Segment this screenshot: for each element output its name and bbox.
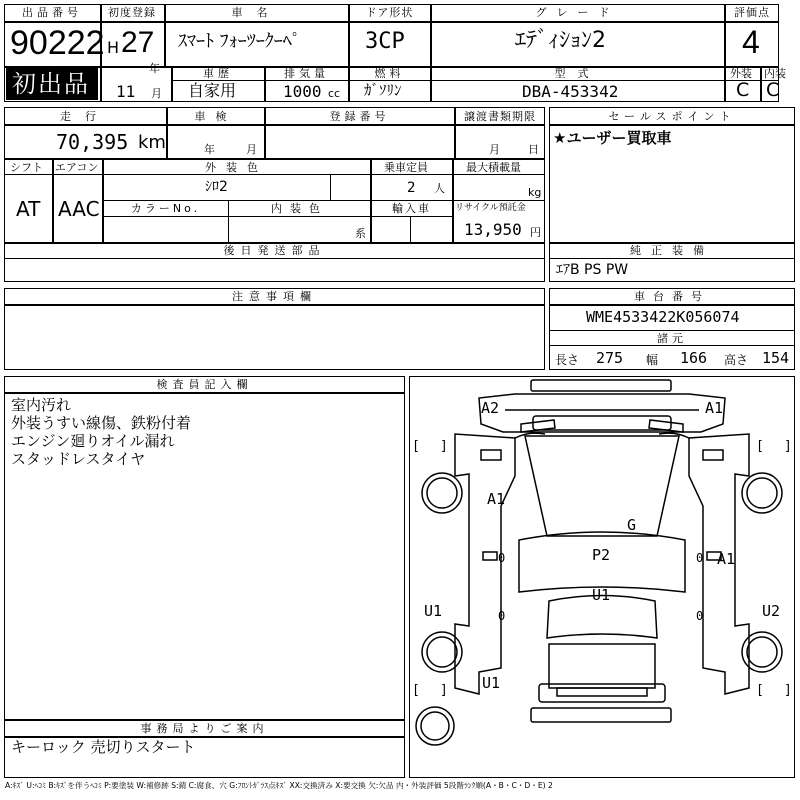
mark-left-rear: U1 xyxy=(482,674,501,692)
grade: ｴﾃﾞｨｼｮﾝ2 xyxy=(515,28,606,53)
import-label: 輸入車 xyxy=(392,202,431,215)
bracket: [ xyxy=(412,439,420,454)
chassis-number: WME4533422K056074 xyxy=(586,308,740,326)
score: 4 xyxy=(742,24,760,60)
model-code: DBA-453342 xyxy=(522,82,619,101)
mark-center-upper: P2 xyxy=(592,546,611,564)
displacement: 1000 xyxy=(283,82,322,101)
displacement-label: 排気量 xyxy=(284,67,329,80)
reg-label: 初度登録 xyxy=(108,6,156,19)
load-label: 最大積載量 xyxy=(466,161,521,174)
reg-month: 11 xyxy=(116,82,136,101)
sales-point-text: ★ユーザー買取車 xyxy=(553,129,672,147)
interior-grade-label: 内装 xyxy=(764,67,786,80)
height: 154 xyxy=(762,349,790,367)
history-label: 車歴 xyxy=(203,67,233,80)
inspector-line: エンジン廻りオイル漏れ xyxy=(11,432,175,450)
width: 166 xyxy=(680,349,708,367)
mileage: 70,395 xyxy=(56,130,129,154)
bracket: ] xyxy=(784,683,792,698)
ac-label: エアコン xyxy=(55,161,99,174)
mark-left-door: U1 xyxy=(424,602,443,620)
door-type: 3CP xyxy=(365,29,405,54)
mark-front-right: A1 xyxy=(705,399,724,417)
legend: A:ｷｽﾞ U:ﾍｺﾐ B:ｷｽﾞを伴うﾍｺﾐ P:要塗装 W:補修跡 S:錆 C:腐食、穴 G:ﾌﾛﾝﾄｶﾞﾗｽ点ｷｽﾞ XX:交換済み X:要交換 欠:欠品 内・外装評価 5段階ﾗﾝｸ順(A・B・C・D・E) 2 xyxy=(5,781,553,790)
mileage-unit: km xyxy=(138,132,166,153)
model-label: 車名 xyxy=(231,6,282,19)
recycle-label: リサイクル預託金 xyxy=(455,203,526,213)
mark-zero: 0 xyxy=(696,551,704,565)
seats-label: 乗車定員 xyxy=(384,161,428,174)
length-label: 長さ xyxy=(555,353,580,367)
load-unit: kg xyxy=(528,186,542,199)
width-label: 幅 xyxy=(646,353,659,367)
later-parts-label: 後日発送部品 xyxy=(223,244,326,257)
recycle-unit: 円 xyxy=(530,226,541,239)
ext-color: ｼﾛ2 xyxy=(205,179,228,195)
ext-color-label: 外装色 xyxy=(205,161,268,174)
bracket: [ xyxy=(412,683,420,698)
plate-label: 登録番号 xyxy=(329,110,390,123)
office-text: キーロック 売切りスタート xyxy=(11,738,196,756)
shift: AT xyxy=(16,197,41,221)
exhibit-no: 90222 xyxy=(10,24,105,62)
sales-point-label: セールスポイント xyxy=(608,110,736,123)
mark-zero: 0 xyxy=(498,551,506,565)
mark-zero: 0 xyxy=(498,609,506,623)
fuel: ｶﾞｿﾘﾝ xyxy=(364,81,402,99)
dims-label: 諸元 xyxy=(657,332,687,345)
inspector-label: 検査員記入欄 xyxy=(156,378,253,391)
mark-roof: G xyxy=(627,516,637,534)
equipment-label: 純正装備 xyxy=(630,244,714,257)
displacement-unit: cc xyxy=(328,87,341,100)
inspection-label: 車検 xyxy=(194,110,237,123)
car-diagram xyxy=(409,376,795,778)
mark-right-mid: A1 xyxy=(717,550,736,568)
equipment-text: ｴｱB PS PW xyxy=(556,262,629,278)
shift-label: シフト xyxy=(10,161,43,174)
bracket: [ xyxy=(756,683,764,698)
exhibit-no-label: 出品番号 xyxy=(22,6,82,19)
model-code-label: 型式 xyxy=(554,67,601,80)
mark-left-front: A1 xyxy=(487,490,506,508)
exterior-grade: C xyxy=(736,79,750,101)
inspector-notes xyxy=(11,396,191,468)
transfer-month-unit: 月 xyxy=(489,143,500,156)
mark-right-door: U2 xyxy=(762,602,781,620)
reg-year-unit: 年 xyxy=(149,62,160,75)
grade-label: グレード xyxy=(535,6,620,19)
mark-front-left: A2 xyxy=(481,399,500,417)
inspector-line: スタッドレスタイヤ xyxy=(11,450,146,468)
length: 275 xyxy=(596,349,624,367)
ac: AAC xyxy=(58,197,100,221)
model-name: ｽﾏｰﾄ ﾌｫｰﾂｰｸｰﾍﾟ xyxy=(178,31,301,52)
inspection-year-unit: 年 xyxy=(204,143,215,156)
office-label: 事務局よりご案内 xyxy=(140,722,269,735)
fuel-label: 燃料 xyxy=(374,67,405,80)
reg-month-unit: 月 xyxy=(151,87,162,100)
notes-label: 注意事項欄 xyxy=(232,290,317,303)
bracket: ] xyxy=(440,683,448,698)
reg-era: H xyxy=(107,38,120,57)
history: 自家用 xyxy=(188,81,237,100)
seats-unit: 人 xyxy=(434,182,445,195)
mark-center-lower: U1 xyxy=(592,586,611,604)
mileage-label: 走行 xyxy=(60,110,110,123)
recycle-fee: 13,950 xyxy=(464,220,522,239)
inspection-month-unit: 月 xyxy=(246,143,257,156)
int-color-suffix: 系 xyxy=(355,227,366,240)
height-label: 高さ xyxy=(724,353,749,367)
score-label: 評価点 xyxy=(734,6,770,19)
bracket: ] xyxy=(784,439,792,454)
mark-zero: 0 xyxy=(696,609,704,623)
first-listing-badge: 初出品 xyxy=(6,68,98,100)
reg-year: 27 xyxy=(121,26,155,59)
bracket: ] xyxy=(440,439,448,454)
chassis-label: 車台番号 xyxy=(634,290,710,303)
inspector-line: 外装うすい線傷、鉄粉付着 xyxy=(11,414,192,432)
exterior-grade-label: 外装 xyxy=(730,67,752,80)
seats: 2 xyxy=(407,180,416,196)
inspector-line: 室内汚れ xyxy=(11,396,72,414)
transfer-day-unit: 日 xyxy=(528,143,539,156)
bracket: [ xyxy=(756,439,764,454)
transfer-label: 譲渡書類期限 xyxy=(464,110,536,123)
interior-grade: C xyxy=(766,79,780,101)
door-label: ドア形状 xyxy=(365,6,414,19)
color-no-label: カラーNo. xyxy=(130,202,201,215)
int-color-label: 内装色 xyxy=(271,202,328,215)
